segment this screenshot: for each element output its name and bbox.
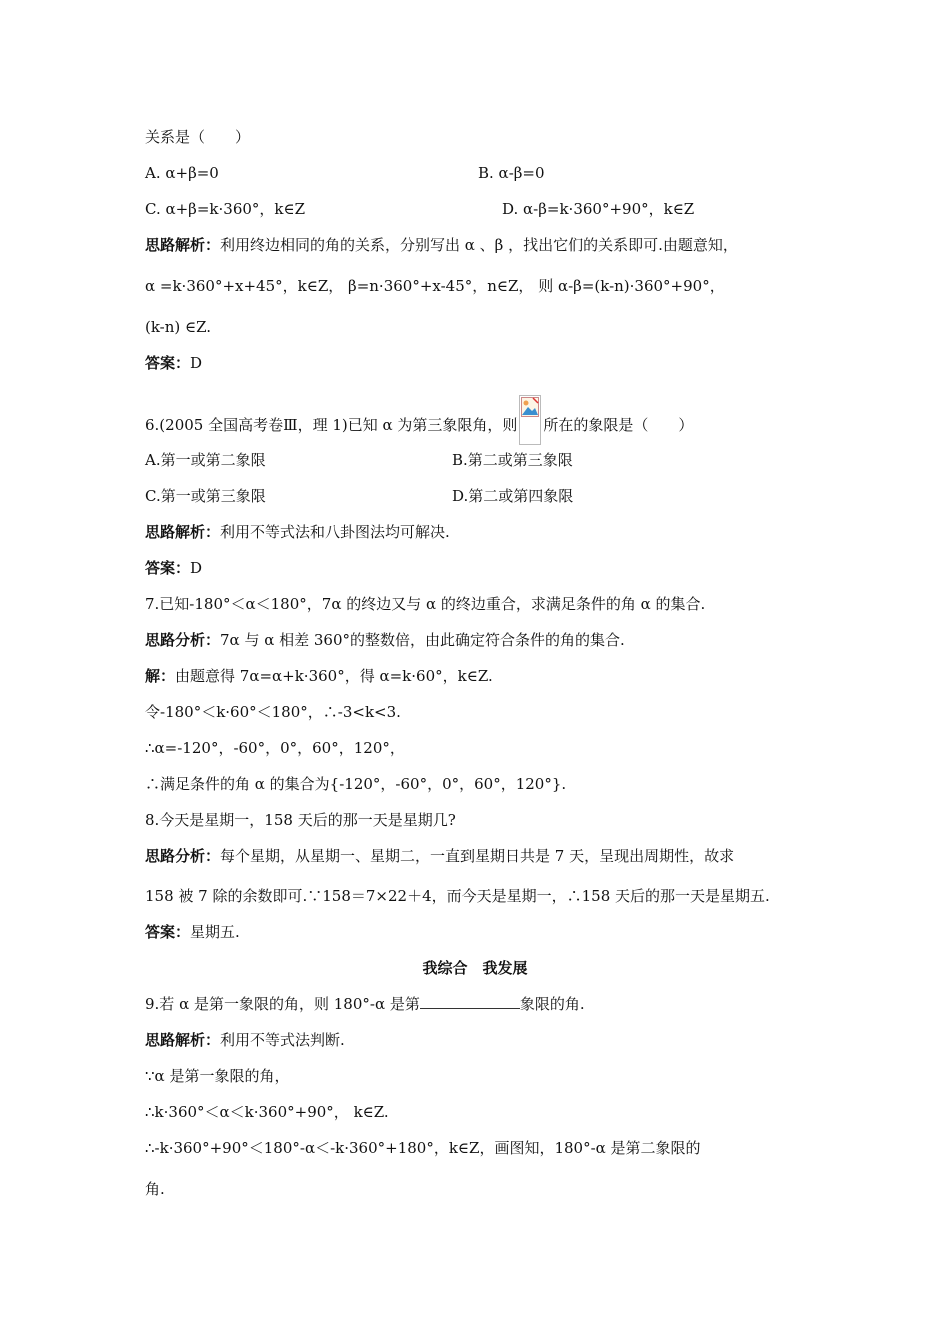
q9-analysis: [145, 1030, 345, 1050]
q6-option-b: B.第二或第三象限: [452, 451, 573, 469]
analysis-label: 思路解析：: [145, 236, 221, 254]
q8-stem: 8.今天是星期一，158 天后的那一天是星期几?: [145, 811, 456, 829]
analysis-label: 思路分析：: [145, 847, 221, 865]
q6-stem: [145, 401, 693, 451]
q5-answer: [145, 353, 202, 373]
answer-label: 答案：: [145, 923, 191, 941]
q7-solution-line2: 令-180°＜k·60°＜180°，∴-3<k<3.: [145, 703, 401, 721]
q9-stem-pre: 9.若 α 是第一象限的角，则 180°-α 是第: [145, 995, 420, 1013]
q6-analysis: [145, 522, 450, 542]
q5-option-c: C. α+β=k·360°，k∈Z: [145, 200, 306, 218]
q9-line1: ∵α 是第一象限的角，: [145, 1067, 290, 1085]
q8-analysis-line1: [145, 846, 734, 866]
q7-stem: 7.已知-180°＜α＜180°，7α 的终边又与 α 的终边重合，求满足条件的角 α 的集合.: [145, 595, 706, 613]
q5-option-b: B. α-β=0: [478, 164, 545, 182]
analysis-label: 思路解析：: [145, 523, 221, 541]
q7-solution-line3: ∴α=-120°，-60°，0°，60°，120°，: [145, 739, 405, 757]
q5-analysis-line1: [145, 235, 738, 255]
analysis-text: 利用终边相同的角的关系，分别写出 α 、β ，找出它们的关系即可.由题意知，: [220, 236, 738, 254]
analysis-label: 思路分析：: [145, 631, 221, 649]
analysis-text: 利用不等式法和八卦图法均可解决.: [220, 523, 450, 541]
answer-blank: [420, 994, 520, 1009]
q5-option-d: D. α-β=k·360°+90°，k∈Z: [502, 200, 695, 218]
section-title: 我综合 我发展: [422, 959, 528, 977]
solution-label: 解：: [145, 667, 176, 685]
q6-stem-pre: 6.(2005 全国高考卷Ⅲ，理 1)已知 α 为第三象限角，则: [145, 416, 518, 434]
broken-image-icon: [519, 395, 541, 445]
q6-option-a: A.第一或第二象限: [145, 451, 266, 469]
q6-option-d: D.第二或第四象限: [452, 487, 574, 505]
q5-stem-tail: 关系是（ ）: [145, 128, 251, 146]
analysis-text: 利用不等式法判断.: [220, 1031, 345, 1049]
answer-label: 答案：: [145, 559, 191, 577]
q9-line3: ∴-k·360°+90°＜180°-α＜-k·360°+180°，k∈Z，画图知，180°-α 是第二象限的: [145, 1139, 701, 1157]
q5-option-a: A. α+β=0: [145, 164, 219, 182]
answer-value: 星期五.: [190, 923, 240, 941]
answer-label: 答案：: [145, 354, 191, 372]
q5-analysis-line2: α =k·360°+x+45°，k∈Z， β=n·360°+x-45°，n∈Z， 则 α-β=(k-n)·360°+90°，: [145, 277, 725, 295]
q9-line4: 角.: [145, 1180, 165, 1198]
q9-line2: ∴k·360°＜α＜k·360°+90°， k∈Z.: [145, 1103, 389, 1121]
q7-analysis: [145, 630, 625, 650]
analysis-label: 思路解析：: [145, 1031, 221, 1049]
q7-solution-line4: ∴满足条件的角 α 的集合为{-120°，-60°，0°，60°，120°}.: [145, 775, 567, 793]
q8-answer: [145, 922, 240, 942]
q5-analysis-line3: (k-n) ∈Z.: [145, 318, 212, 336]
analysis-text: 每个星期，从星期一、星期二，一直到星期日共是 7 天，呈现出周期性，故求: [220, 847, 735, 865]
q8-analysis-line2: 158 被 7 除的余数即可.∵158＝7×22＋4，而今天是星期一，∴158 天后的那一天是星期五.: [145, 887, 770, 905]
solution-text: 由题意得 7α=α+k·360°，得 α=k·60°，k∈Z.: [175, 667, 493, 685]
q9-stem-post: 象限的角.: [519, 995, 585, 1013]
q7-solution-line1: [145, 666, 493, 686]
answer-value: D: [190, 354, 203, 372]
q6-answer: [145, 558, 202, 578]
q9-stem: [145, 994, 585, 1014]
analysis-text: 7α 与 α 相差 360°的整数倍，由此确定符合条件的角的集合.: [220, 631, 625, 649]
answer-value: D: [190, 559, 203, 577]
q6-option-c: C.第一或第三象限: [145, 487, 266, 505]
q6-stem-post: 所在的象限是（ ）: [543, 416, 694, 434]
